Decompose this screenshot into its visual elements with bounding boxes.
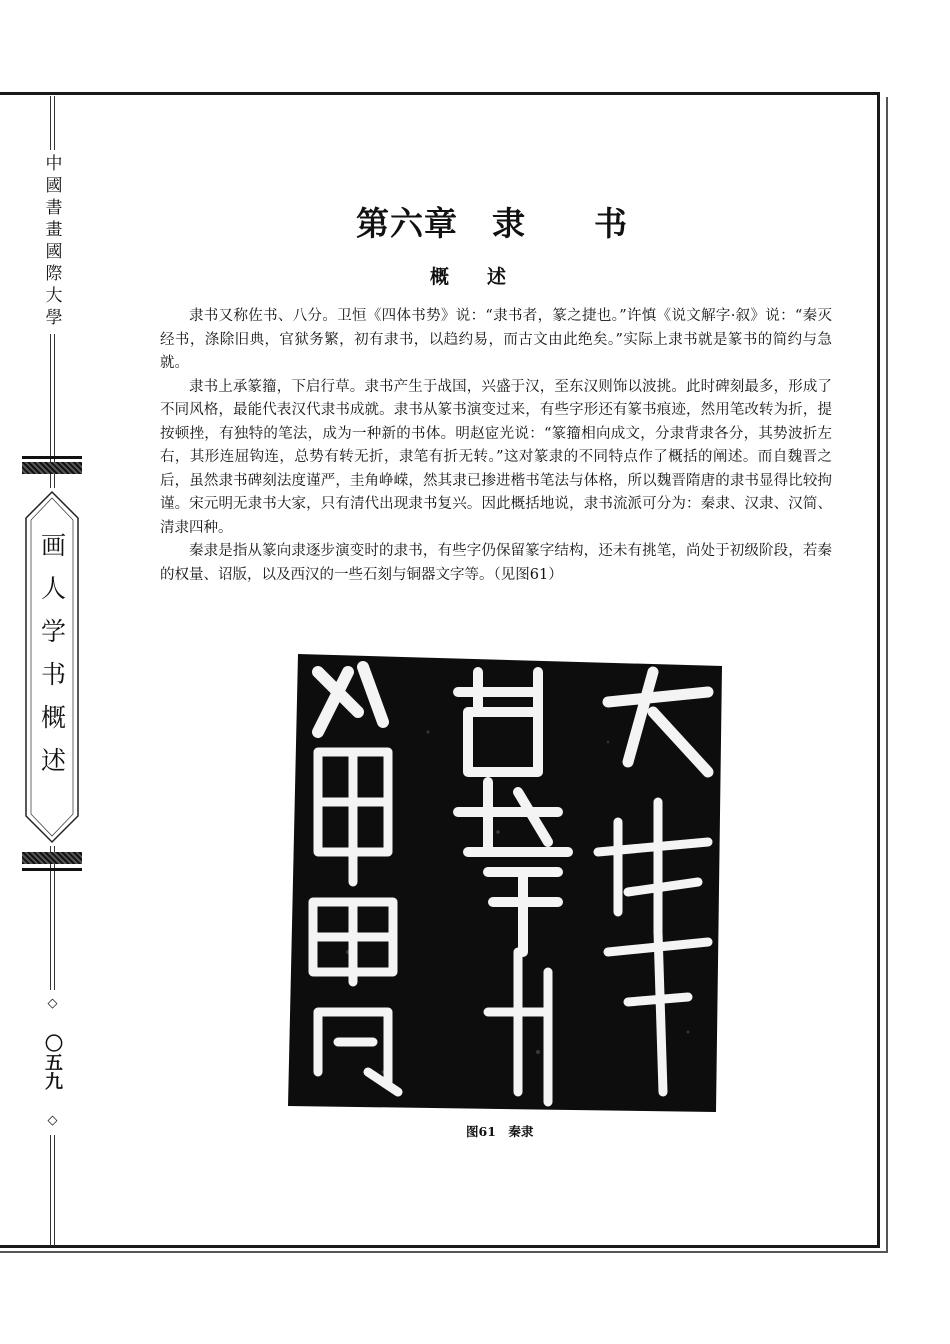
diamond-icon: ◇ [45,1113,60,1129]
paragraph: 隶书上承篆籀，下启行草。隶书产生于战国，兴盛于汉，至东汉则饰以波挑。此时碑刻最多，形成了不同风格，最能代表汉代隶书成就。隶书从篆书演变过来，有些字形还有篆书痕迹，然用笔改转为折，提按顿挫，有独特的笔法，成为一种新的书体。明赵宧光说：“篆籀相向成文，分隶背隶各分，其势波折左右，其形连屈钩连，总势有转无折，隶笔有折无转。”这对篆隶的不同特点作了概括的阐述。而自魏晋之后，虽然隶书碑刻法度谨严，圭角峥嵘，然其隶已掺进楷书笔法与体格，所以魏晋隋唐的隶书显得比较拘谨。宋元明无隶书大家，只有清代出现隶书复兴。因此概括地说，隶书流派可分为：秦隶、汉隶、汉简、清隶四种。 [160,378,832,536]
paragraph: 秦隶是指从篆向隶逐步演变时的隶书，有些字仍保留篆字结构，还未有挑笔，尚处于初级阶段，若秦的权量、诏版，以及西汉的一些石刻与铜器文字等。（见图61） [160,543,832,583]
chapter-title: 第六章 隶 书 [356,204,628,243]
school-name: 中國書畫國際大學 [40,150,65,334]
paragraph: 隶书又称佐书、八分。卫恒《四体书势》说：“隶书者，篆之捷也。”许慎《说文解字·叙》说：“秦灭经书，涤除旧典，官狱务繁，初有隶书，以趋约易，而古文由此绝矣。”实际上隶书就是篆书的简约与急就。 [160,308,832,371]
figure-caption: 图61 秦隶 [466,1124,534,1139]
section-subtitle: 概 述 [430,266,507,288]
decorative-band-top [22,462,82,474]
page-number: 〇五九 [42,1034,63,1091]
diamond-icon: ◇ [45,996,60,1012]
decorative-band-bottom [22,852,82,864]
band-rule [22,868,82,871]
rubbing-illustration [288,652,724,1114]
rubbing-image [288,652,724,1114]
band-rule [22,456,82,459]
body-text [160,305,832,587]
page-number-block [39,990,65,1135]
section-title: 画人学书概述 [37,532,67,790]
